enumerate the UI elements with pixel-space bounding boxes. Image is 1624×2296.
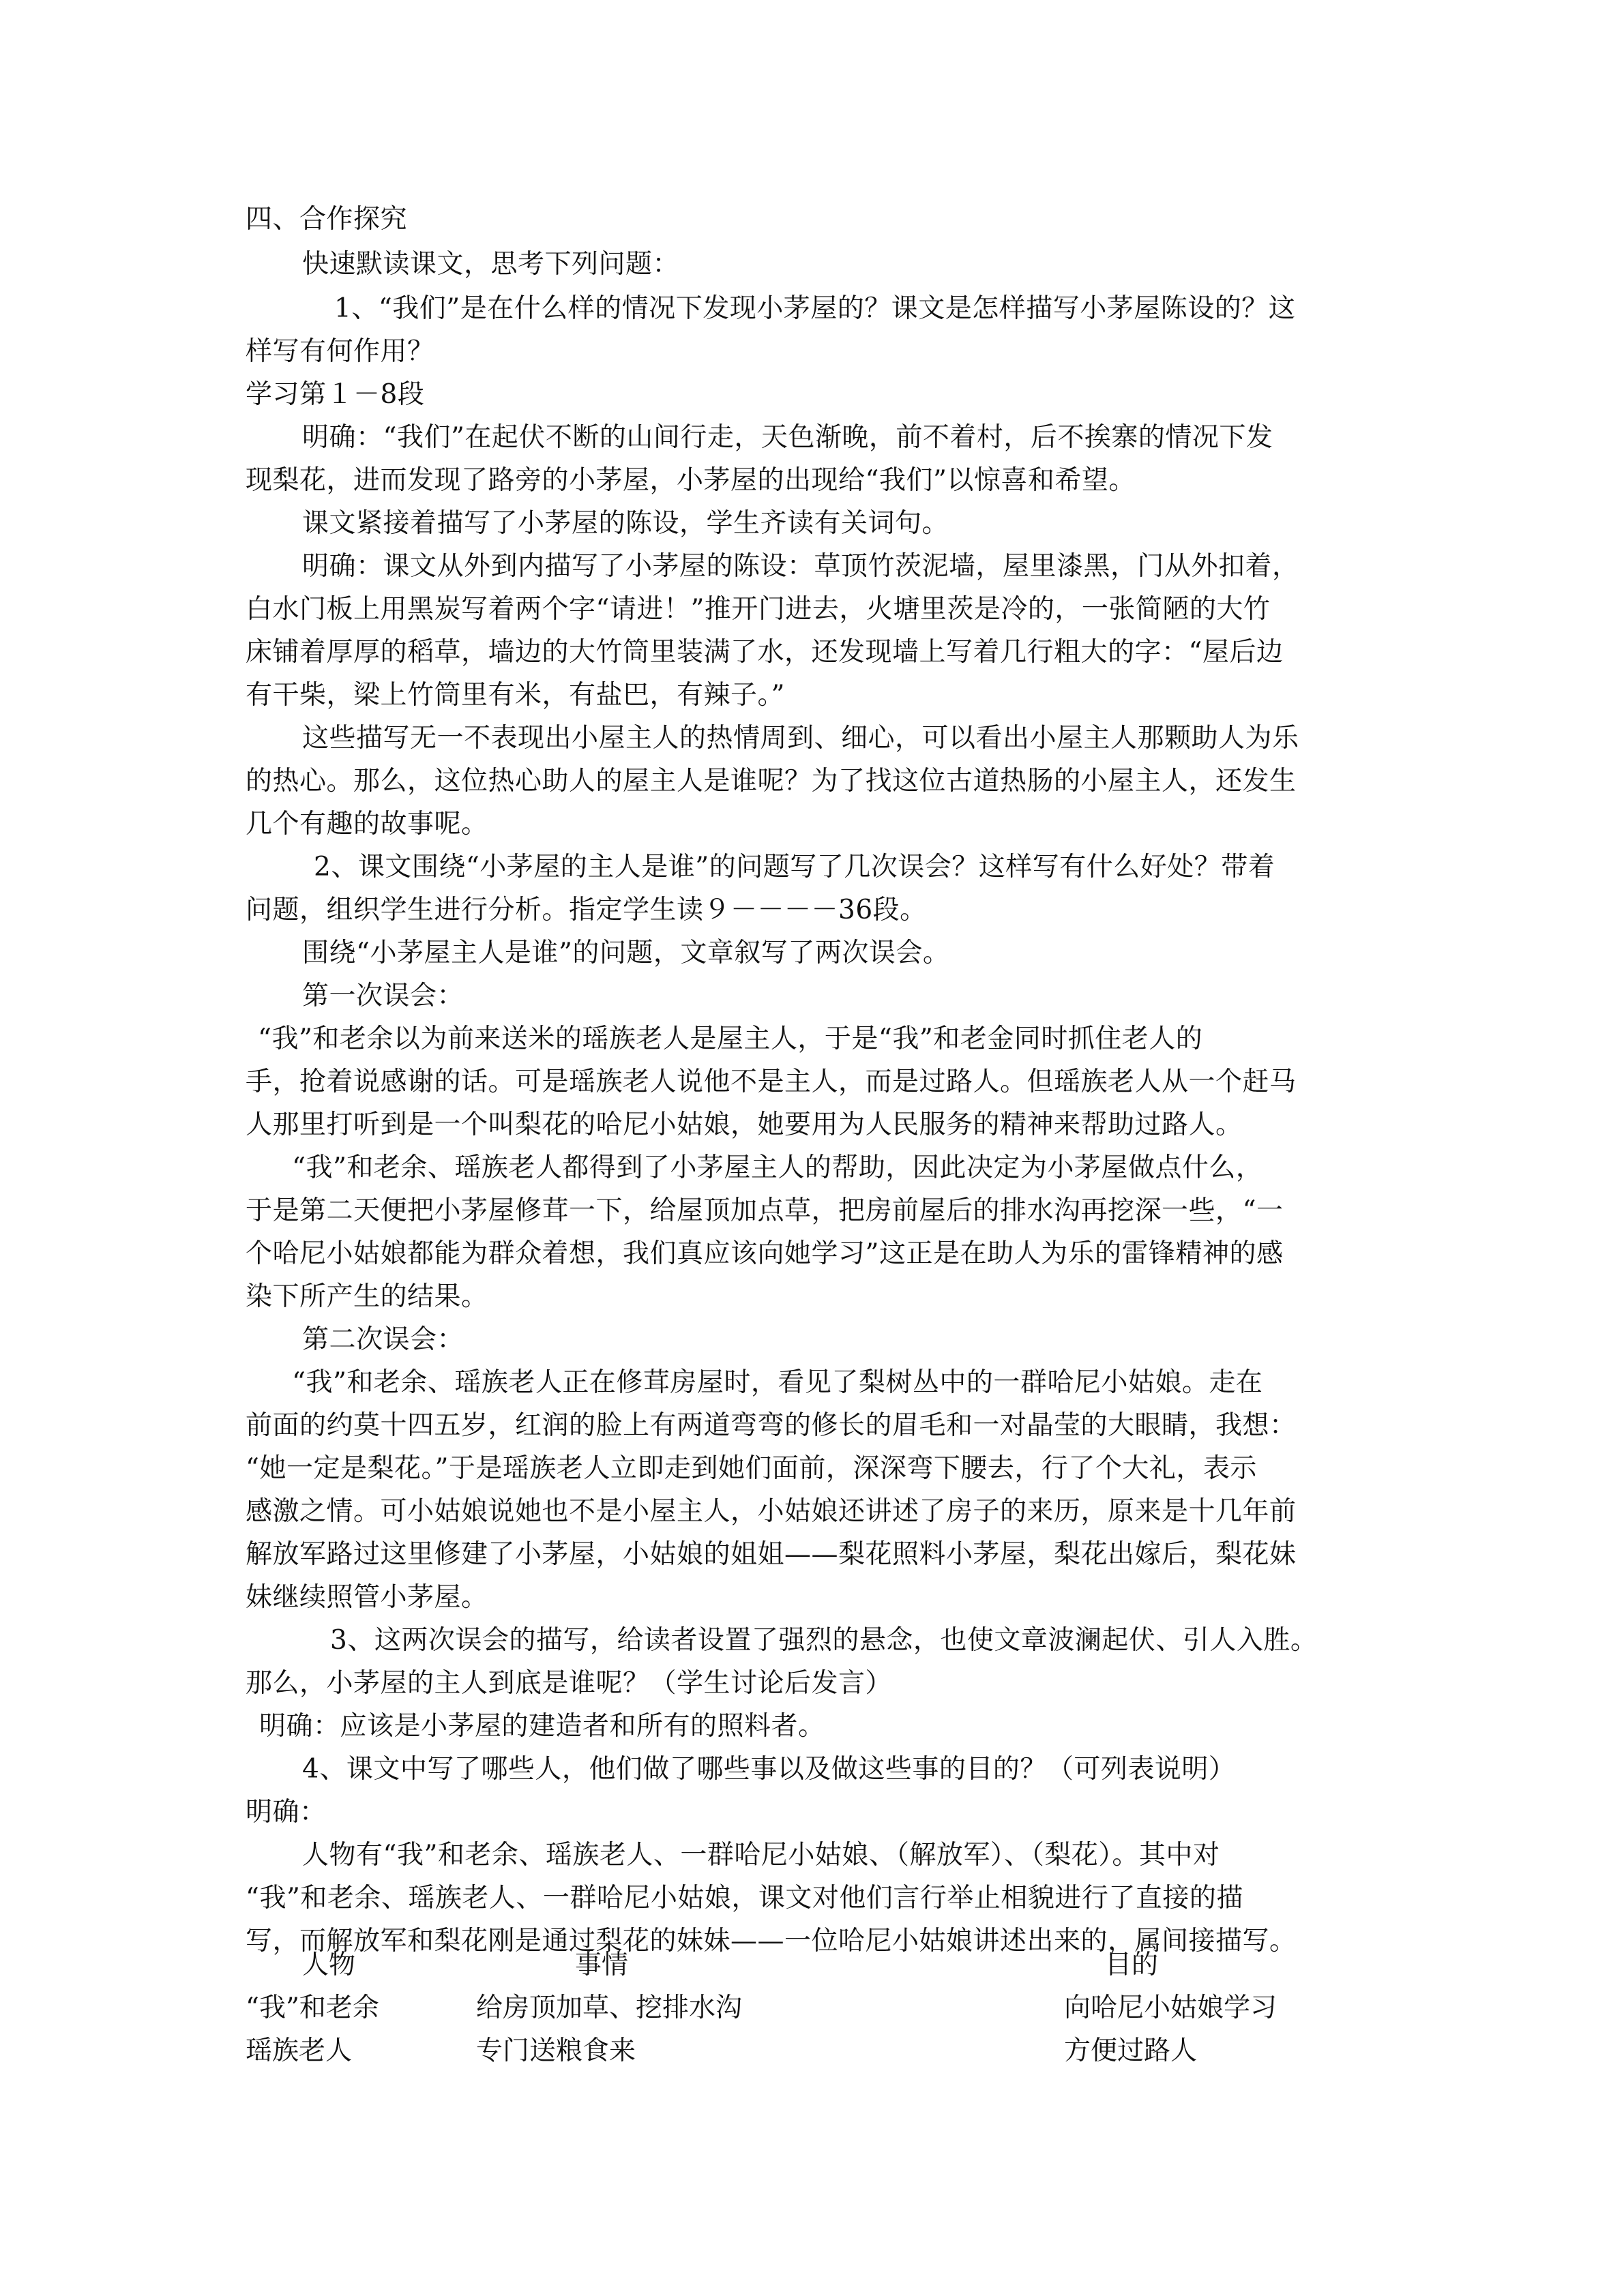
paragraph-line: 染下所产生的结果。 — [246, 1281, 488, 1312]
paragraph-line: 前面的约莫十四五岁，红润的脸上有两道弯弯的修长的眉毛和一对晶莹的大眼睛，我想： — [246, 1410, 1297, 1441]
paragraph-line: 几个有趣的故事呢。 — [246, 809, 488, 839]
table-header-purpose: 目的 — [1105, 1950, 1159, 1980]
paragraph-line: 感激之情。可小姑娘说她也不是小屋主人，小姑娘还讲述了房子的来历，原来是十几年前 — [246, 1496, 1297, 1527]
paragraph-line: 1、“我们”是在什么样的情况下发现小茅屋的？课文是怎样描写小茅屋陈设的？这 — [334, 293, 1296, 324]
table-cell: 瑶族老人 — [246, 2036, 353, 2066]
paragraph-line: 明确：“我们”在起伏不断的山间行走，天色渐晚，前不着村，后不挨寨的情况下发 — [302, 422, 1273, 453]
paragraph-line: 于是第二天便把小茅屋修茸一下，给屋顶加点草，把房前屋后的排水沟再挖深一些，“一 — [246, 1195, 1284, 1226]
paragraph-line: 妹继续照管小茅屋。 — [246, 1582, 488, 1613]
paragraph-line: 那么，小茅屋的主人到底是谁呢？（学生讨论后发言） — [246, 1668, 893, 1699]
paragraph-line: 这些描写无一不表现出小屋主人的热情周到、细心，可以看出小屋主人那颗助人为乐 — [302, 723, 1299, 754]
paragraph-line: 第一次误会： — [302, 981, 464, 1011]
paragraph-line: 白水门板上用黑炭写着两个字“请进！”推开门进去，火塘里茨是冷的，一张简陋的大竹 — [246, 594, 1271, 625]
paragraph-line: 的热心。那么，这位热心助人的屋主人是谁呢？为了找这位古道热肠的小屋主人，还发生 — [246, 766, 1297, 796]
paragraph-line: 个哈尼小姑娘都能为群众着想，我们真应该向她学习”这正是在助人为乐的雷锋精神的感 — [246, 1238, 1284, 1269]
paragraph-line: 学习第１－8段 — [246, 379, 425, 410]
paragraph-line: 人那里打听到是一个叫梨花的哈尼小姑娘，她要用为人民服务的精神来帮助过路人。 — [246, 1109, 1243, 1140]
paragraph-line: 手，抢着说感谢的话。可是瑶族老人说他不是主人，而是过路人。但瑶族老人从一个赶马 — [246, 1067, 1297, 1097]
paragraph-line: 样写有何作用？ — [246, 336, 434, 367]
table-cell: “我”和老余 — [246, 1993, 379, 2023]
paragraph-line: 写，而解放军和梨花刚是通过梨花的妹妹——一位哈尼小姑娘讲述出来的，属间接描写。 — [246, 1926, 1297, 1956]
paragraph-line: 2、课文围绕“小茅屋的主人是谁”的问题写了几次误会？这样写有什么好处？带着 — [314, 852, 1275, 882]
paragraph-line: 现梨花，进而发现了路旁的小茅屋，小茅屋的出现给“我们”以惊喜和希望。 — [246, 465, 1136, 496]
table-cell: 给房顶加草、挖排水沟 — [476, 1993, 743, 2023]
paragraph-line: “我”和老余、瑶族老人正在修茸房屋时，看见了梨树丛中的一群哈尼小姑娘。走在 — [292, 1367, 1263, 1398]
paragraph-line: 3、这两次误会的描写，给读者设置了强烈的悬念，也使文章波澜起伏、引人入胜。 — [330, 1625, 1318, 1656]
table-header-person: 人物 — [302, 1950, 356, 1980]
paragraph-line: “她一定是梨花。”于是瑶族老人立即走到她们面前，深深弯下腰去，行了个大礼，表示 — [246, 1453, 1257, 1484]
paragraph-line: “我”和老余、瑶族老人都得到了小茅屋主人的帮助，因此决定为小茅屋做点什么， — [292, 1152, 1263, 1183]
paragraph-line: 明确： — [246, 1797, 327, 1828]
paragraph-line: “我”和老余、瑶族老人、一群哈尼小姑娘，课文对他们言行举止相貌进行了直接的描 — [246, 1883, 1243, 1913]
paragraph-line: 围绕“小茅屋主人是谁”的问题，文章叙写了两次误会。 — [302, 938, 950, 968]
table-cell: 专门送粮食来 — [476, 2036, 636, 2066]
paragraph-line: 明确：应该是小茅屋的建造者和所有的照料者。 — [259, 1711, 825, 1742]
paragraph-line: 快速默读课文，思考下列问题： — [302, 249, 680, 280]
paragraph-line: 问题，组织学生进行分析。指定学生读９－－－－36段。 — [246, 895, 927, 925]
paragraph-line: 人物有“我”和老余、瑶族老人、一群哈尼小姑娘、（解放军）、（梨花）。其中对 — [302, 1840, 1220, 1870]
paragraph-line: 解放军路过这里修建了小茅屋，小姑娘的姐姐——梨花照料小茅屋，梨花出嫁后，梨花妹 — [246, 1539, 1297, 1570]
table-cell: 方便过路人 — [1064, 2036, 1198, 2066]
paragraph-line: 床铺着厚厚的稻草，墙边的大竹筒里装满了水，还发现墙上写着几行粗大的字：“屋后边 — [246, 637, 1284, 668]
paragraph-line: 有干柴，梁上竹筒里有米，有盐巴，有辣子。” — [246, 680, 785, 711]
paragraph-line: “我”和老余以为前来送米的瑶族老人是屋主人，于是“我”和老金同时抓住老人的 — [258, 1024, 1203, 1054]
paragraph-line: 课文紧接着描写了小茅屋的陈设，学生齐读有关词句。 — [302, 508, 949, 539]
paragraph-line: 4、课文中写了哪些人，他们做了哪些事以及做这些事的目的？（可列表说明） — [302, 1754, 1236, 1785]
table-cell: 向哈尼小姑娘学习 — [1064, 1993, 1278, 2023]
paragraph-line: 第二次误会： — [302, 1324, 464, 1355]
table-header-event: 事情 — [575, 1950, 629, 1980]
section-heading: 四、合作探究 — [246, 204, 408, 235]
paragraph-line: 明确：课文从外到内描写了小茅屋的陈设：草顶竹茨泥墙，屋里漆黑，门从外扣着， — [302, 551, 1299, 582]
